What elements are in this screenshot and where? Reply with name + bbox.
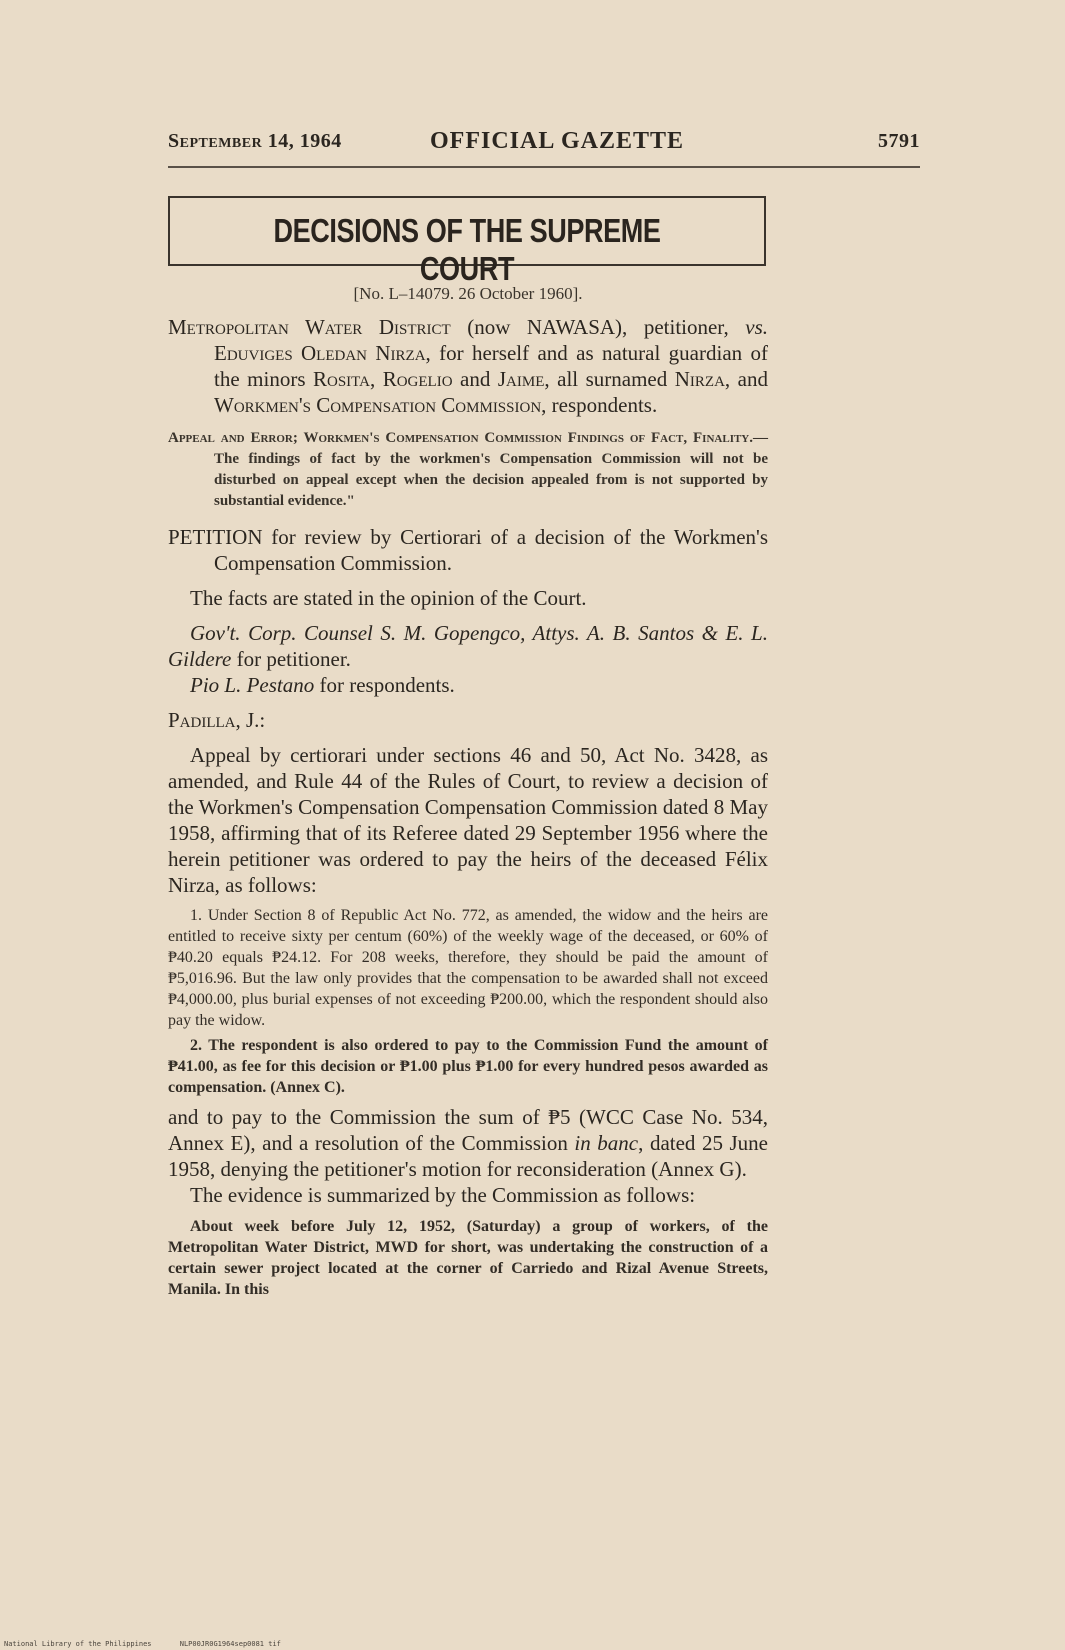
counsel-petitioner [168,620,768,672]
quoted-award-item: 2. The respondent is also ordered to pay to the Commission Fund the amount of ₱41.00, as fee for this decision or ₱1.00 plus ₱1.00 for every hundred pesos awarded as compensation. (Annex C). [168,1037,768,1096]
opinion-paragraph: The evidence is summarized by the Commission as follows: [190,1183,696,1207]
scan-footer [4,1640,305,1648]
syllabus-text: The findings of fact by the workmen's Compensation Commission will not be disturbed on appeal except when the decision appealed from is not supported by substantial evidence." [214,451,768,509]
parties-text: , all surnamed [544,367,675,391]
header-date: September 14, 1964 [168,130,342,152]
minor-name: Jaime [497,367,545,391]
parties-text: , for herself and as natural guardian of the minors [214,341,768,391]
versus: vs. [745,315,768,339]
opinion-italic: in banc [574,1131,639,1155]
parties-text: , respondents. [541,393,658,417]
running-header [168,130,920,160]
minor-name: Rosita [312,367,370,391]
surname: Nirza [674,367,725,391]
footer-file: NLP00JR0G1964sep0081 tif [179,1640,281,1648]
counsel-names: Gov't. Corp. Counsel S. M. Gopengco, Attys. A. B. Santos & E. L. Gildere [168,621,768,671]
facts-statement: The facts are stated in the opinion of the Court. [190,586,587,610]
page-number: 5791 [878,130,920,152]
syllabus [168,428,768,512]
counsel-role: for respondents. [314,673,455,697]
section-title: DECISIONS OF THE SUPREME COURT [273,212,661,287]
section-banner [168,196,766,287]
counsel-respondent [168,672,768,698]
parties-text: , [369,367,383,391]
petition-statement: PETITION for review by Certiorari of a decision of the Workmen's Compensation Commission. [168,525,768,575]
counsel-role: for petitioner. [231,647,351,671]
opinion-text: and to pay to the Commission the sum of ₱5 (WCC Case No. 534, Annex E), and a resolution of the Commission [168,1105,768,1155]
parties-text: and [452,367,498,391]
header-publication-title: OFFICIAL GAZETTE [430,128,685,154]
case-number: [No. L–14079. 26 October 1960]. [353,284,583,303]
parties-text: (now NAWASA), petitioner, [450,315,746,339]
syllabus-heading: Appeal and Error; Workmen's Compensation Commission Findings of Fact, Finality.— [168,430,768,446]
parties-text: , and [724,367,768,391]
footer-library: National Library of the Philippines [4,1640,152,1648]
case-parties [168,314,768,418]
party-petitioner: Metropolitan Water District [168,315,451,339]
opinion-paragraph: Appeal by certiorari under sections 46 and 50, Act No. 3428, as amended, and Rule 44 of the Rules of Court, to review a decision of the Workmen's Compensation Compensation Commission dated 8 May 1958, affirming that of its Referee dated 29 September 1956 where the herein petitioner was ordered to pay the heirs of the deceased Félix Nirza, as follows: [168,743,768,897]
judge-name: Padilla, J.: [168,708,266,732]
quoted-award-item: 1. Under Section 8 of Republic Act No. 772, as amended, the widow and the heirs are entitled to receive sixty per centum (60%) of the weekly wage of the deceased, or 60% of ₱40.20 equals ₱24.12. For 208 weeks, therefore, they should be paid the amount of ₱5,016.96. But the law only provides that the compensation to be awarded shall not exceed ₱4,000.00, plus burial expenses of not exceeding ₱200.00, which the respondent should also pay the widow. [168,907,768,1029]
party-commission: Workmen's Compensation Commission [214,393,542,417]
quoted-evidence: About week before July 12, 1952, (Saturday) a group of workers, of the Metropolitan Water District, MWD for short, was undertaking the construction of a certain sewer project located at the corner of Carriedo and Rizal Avenue Streets, Manila. In this [168,1218,768,1298]
opinion-paragraph [168,1104,768,1182]
opinion-text: , dated 25 June 1958, denying the petitioner's motion for reconsideration (Annex G). [168,1131,769,1181]
decision-body [168,280,768,1300]
party-respondent: Eduviges Oledan Nirza [214,341,426,365]
counsel-names: Pio L. Pestano [190,673,315,697]
minor-name: Rogelio [382,367,453,391]
header-rule [168,166,920,168]
